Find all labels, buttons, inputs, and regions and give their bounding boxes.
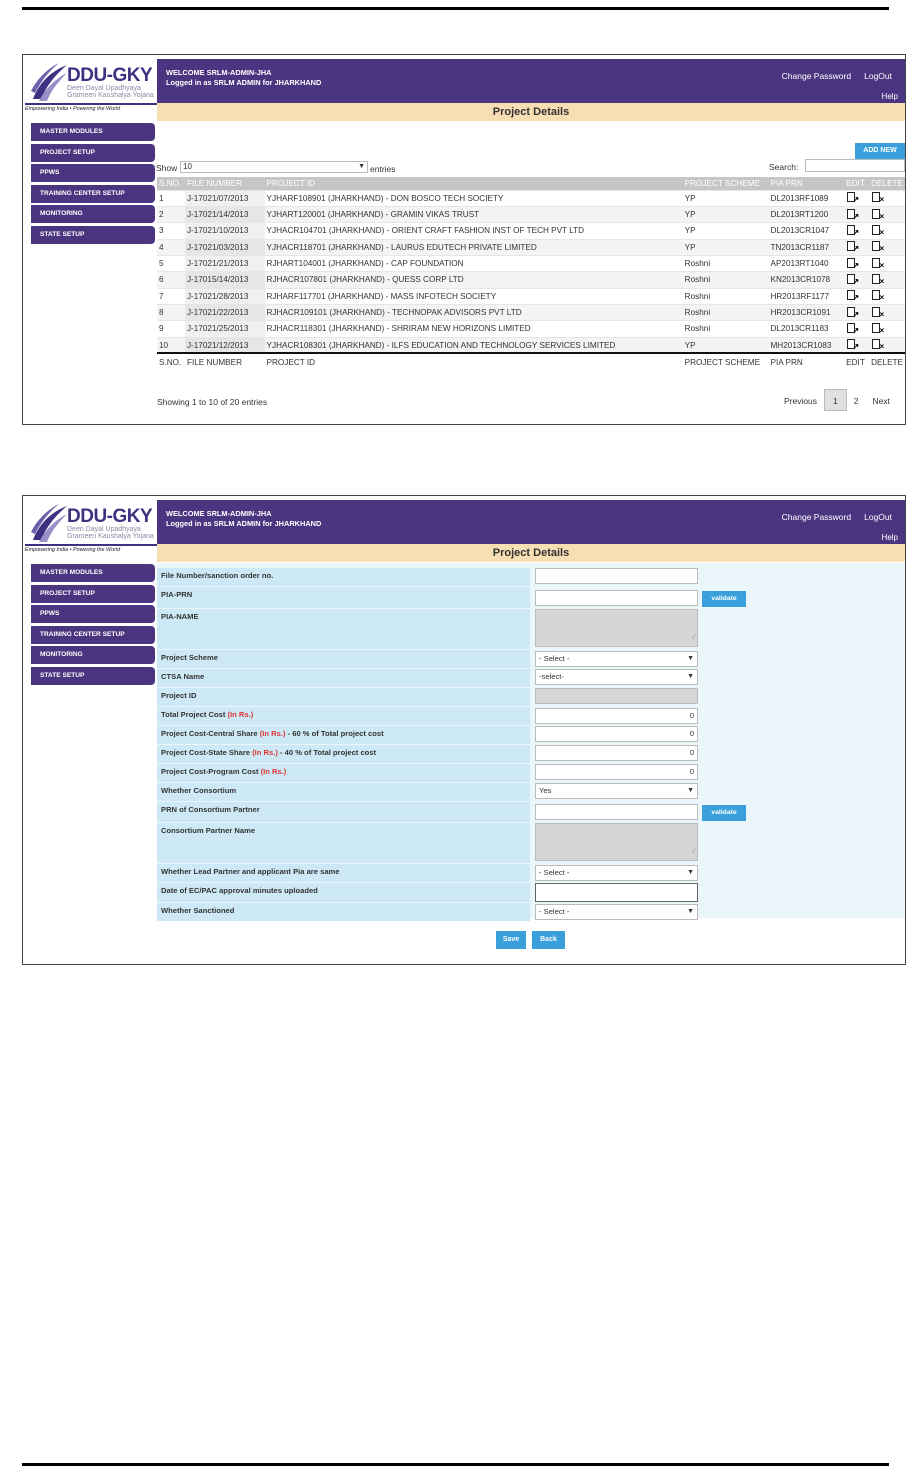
cell-edit <box>844 255 869 271</box>
top-header <box>157 500 905 544</box>
cell-delete <box>869 337 905 353</box>
consortium-label: Whether Consortium <box>157 783 530 801</box>
page-title: Project Details <box>157 103 905 121</box>
cell-project-id: YJHART120001 (JHARKHAND) - GRAMIN VIKAS TRUST <box>265 206 683 222</box>
cell-sno: 9 <box>157 321 185 337</box>
delete-icon[interactable]: × <box>871 258 882 268</box>
edit-icon[interactable]: ↗ <box>846 339 857 349</box>
cell-project-id: YJHARF108901 (JHARKHAND) - DON BOSCO TECH SOCIETY <box>265 190 683 206</box>
edit-icon[interactable]: ↗ <box>846 323 857 333</box>
cell-file-number: J-17021/03/2013 <box>185 239 265 255</box>
logo-line-1: Deen Dayal Upadhyaya <box>67 85 141 92</box>
col-delete[interactable]: DELETE <box>869 177 905 190</box>
change-password-link[interactable]: Change Password <box>781 512 852 522</box>
col-pia-prn[interactable] <box>768 177 844 190</box>
cell-file-number: J-17021/07/2013 <box>185 190 265 206</box>
cell-project-scheme: YP <box>683 206 769 222</box>
welcome-text <box>166 68 321 88</box>
top-header <box>157 59 905 103</box>
cell-delete <box>869 272 905 288</box>
cell-file-number: J-17021/10/2013 <box>185 223 265 239</box>
pia-prn-validate-button[interactable]: validate <box>702 591 746 607</box>
total-cost-label <box>157 707 530 725</box>
cell-project-scheme: YP <box>683 223 769 239</box>
save-button[interactable]: Save <box>496 931 526 949</box>
sidebar-item-training-center-setup[interactable]: TRAINING CENTER SETUP <box>31 185 155 203</box>
cell-pia-prn: HR2013CR1091 <box>768 304 844 320</box>
pia-name-label: PIA-NAME <box>157 609 530 649</box>
sanctioned-select[interactable] <box>535 904 698 920</box>
program-cost-label <box>157 764 530 782</box>
cell-delete <box>869 288 905 304</box>
cell-project-scheme: YP <box>683 239 769 255</box>
cell-pia-prn: AP2013RT1040 <box>768 255 844 271</box>
state-share-suffix: - 40 % of Total project cost <box>277 748 377 757</box>
cell-sno: 4 <box>157 239 185 255</box>
cell-project-id: RJHACR109101 (JHARKHAND) - TECHNOPAK ADVISORS PVT LTD <box>265 304 683 320</box>
foot-sno: S.NO. <box>157 353 185 370</box>
cell-pia-prn: MH2013CR1083 <box>768 337 844 353</box>
delete-icon[interactable]: × <box>871 339 882 349</box>
sanctioned-label: Whether Sanctioned <box>157 903 530 921</box>
sidebar-nav <box>31 123 155 247</box>
cell-project-scheme: YP <box>683 190 769 206</box>
delete-icon[interactable]: × <box>871 323 882 333</box>
foot-project-scheme: PROJECT SCHEME <box>683 353 769 370</box>
bottom-rule <box>22 1463 889 1466</box>
cell-sno: 3 <box>157 223 185 239</box>
cell-project-id: YJHACR104701 (JHARKHAND) - ORIENT CRAFT FASHION INST OF TECH PVT LTD <box>265 223 683 239</box>
pagination <box>777 389 897 411</box>
welcome-text <box>166 509 321 529</box>
table-body <box>157 190 905 353</box>
welcome-user: WELCOME SRLM-ADMIN-JHA <box>166 68 272 77</box>
sidebar-item-monitoring[interactable]: MONITORING <box>31 646 155 664</box>
pia-prn-field[interactable] <box>535 590 698 606</box>
partner-name-label: Consortium Partner Name <box>157 823 530 863</box>
header-links <box>782 512 905 522</box>
ec-pac-label: Date of EC/PAC approval minutes uploaded <box>157 883 530 902</box>
delete-icon[interactable]: × <box>871 290 882 300</box>
cell-delete <box>869 321 905 337</box>
logo-tagline: Empowering India • Powering the World <box>25 544 157 553</box>
cell-sno: 6 <box>157 272 185 288</box>
cell-file-number: J-17021/12/2013 <box>185 337 265 353</box>
cell-edit <box>844 321 869 337</box>
chevron-down-icon: ▼ <box>687 673 694 680</box>
search-input[interactable] <box>805 159 905 172</box>
cell-edit <box>844 337 869 353</box>
sidebar-item-monitoring[interactable]: MONITORING <box>31 205 155 223</box>
total-cost-text: Total Project Cost <box>161 710 228 719</box>
table-row <box>157 206 905 222</box>
entries-info: Showing 1 to 10 of 20 entries <box>157 397 268 407</box>
cell-sno: 5 <box>157 255 185 271</box>
cell-delete <box>869 304 905 320</box>
foot-delete: DELETE <box>869 353 905 370</box>
table-row <box>157 190 905 206</box>
sidebar-item-project-setup[interactable]: PROJECT SETUP <box>31 585 155 603</box>
lead-partner-label: Whether Lead Partner and applicant Pia are same <box>157 864 530 882</box>
pagination-previous[interactable]: Previous <box>783 396 818 406</box>
delete-icon[interactable]: × <box>871 192 882 202</box>
sanctioned-value: - Select - <box>539 907 570 916</box>
cell-project-scheme: Roshni <box>683 321 769 337</box>
project-id-field <box>535 688 698 704</box>
page-size-select[interactable] <box>180 161 368 173</box>
resize-grip-icon: ⁄⁄ <box>692 849 695 855</box>
cell-pia-prn: HR2013RF1177 <box>768 288 844 304</box>
page-title: Project Details <box>157 544 905 562</box>
cell-project-scheme: Roshni <box>683 288 769 304</box>
ctsa-name-label: CTSA Name <box>157 669 530 687</box>
col-pia-prn-label: PIA PRN <box>770 178 803 188</box>
chevron-down-icon: ▼ <box>687 908 694 915</box>
show-label: Show <box>156 163 178 173</box>
cell-sno: 7 <box>157 288 185 304</box>
central-share-suffix: - 60 % of Total project cost <box>285 729 384 738</box>
prn-partner-field[interactable] <box>535 804 698 820</box>
cell-delete <box>869 255 905 271</box>
logo-swoosh-icon <box>29 61 69 103</box>
partner-name-textarea <box>535 823 698 861</box>
central-share-unit: (In Rs.) <box>259 729 286 738</box>
ctsa-name-value: -select- <box>539 672 564 681</box>
consortium-select[interactable] <box>535 783 698 799</box>
logo-line-2: Grameen Kaushalya Yojana <box>67 92 154 99</box>
edit-icon[interactable]: ↗ <box>846 307 857 317</box>
delete-icon[interactable]: × <box>871 225 882 235</box>
cell-project-scheme: Roshni <box>683 272 769 288</box>
project-scheme-label: Project Scheme <box>157 650 530 668</box>
cell-edit <box>844 288 869 304</box>
col-edit[interactable]: EDIT <box>844 177 869 190</box>
cell-project-scheme: Roshni <box>683 304 769 320</box>
project-scheme-value: - Select - <box>539 654 570 663</box>
edit-icon[interactable]: ↗ <box>846 258 857 268</box>
logo-line-1: Deen Dayal Upadhyaya <box>67 526 141 533</box>
foot-pia-prn: PIA PRN <box>768 353 844 370</box>
central-share-text: Project Cost-Central Share <box>161 729 260 738</box>
cell-file-number: J-17015/14/2013 <box>185 272 265 288</box>
cell-delete <box>869 239 905 255</box>
change-password-link[interactable]: Change Password <box>781 71 852 81</box>
cell-delete <box>869 223 905 239</box>
table-row <box>157 272 905 288</box>
table-row <box>157 288 905 304</box>
chevron-down-icon: ▼ <box>687 869 694 876</box>
cell-sno: 1 <box>157 190 185 206</box>
table-footer-row <box>157 353 905 370</box>
add-new-button[interactable]: ADD NEW <box>855 143 905 159</box>
top-rule <box>22 7 889 10</box>
edit-icon[interactable]: ↗ <box>846 192 857 202</box>
program-cost-unit: (In Rs.) <box>260 767 287 776</box>
header-links <box>782 71 905 81</box>
logo-brand: DDU-GKY <box>67 506 153 527</box>
total-cost-field[interactable]: 0 <box>535 708 698 724</box>
col-project-id-label: PROJECT ID <box>266 178 316 188</box>
central-share-field[interactable]: 0 <box>535 726 698 742</box>
file-number-label: File Number/sanction order no. <box>157 568 530 586</box>
pagination-page-2[interactable]: 2 <box>853 396 859 406</box>
chevron-down-icon: ▼ <box>358 163 365 170</box>
edit-icon[interactable]: ↗ <box>846 225 857 235</box>
ddu-gky-logo <box>23 55 157 117</box>
state-share-unit: (In Rs.) <box>252 748 278 757</box>
program-cost-field[interactable]: 0 <box>535 764 698 780</box>
table-row <box>157 337 905 353</box>
edit-icon[interactable]: ↗ <box>846 241 857 251</box>
table-row <box>157 321 905 337</box>
cell-file-number: J-17021/21/2013 <box>185 255 265 271</box>
logout-link[interactable]: LogOut <box>864 512 892 522</box>
sidebar-item-project-setup[interactable]: PROJECT SETUP <box>31 144 155 162</box>
sidebar-item-training-center-setup[interactable]: TRAINING CENTER SETUP <box>31 626 155 644</box>
ctsa-name-select[interactable] <box>535 669 698 685</box>
cell-pia-prn: DL2013RT1200 <box>768 206 844 222</box>
cell-file-number: J-17021/22/2013 <box>185 304 265 320</box>
state-share-label <box>157 745 530 763</box>
pia-prn-label: PIA-PRN <box>157 587 530 608</box>
page-size-value: 10 <box>183 162 192 171</box>
col-project-scheme-label: PROJECT SCHEME <box>684 178 761 188</box>
foot-edit: EDIT <box>844 353 869 370</box>
cell-file-number: J-17021/28/2013 <box>185 288 265 304</box>
welcome-user: WELCOME SRLM-ADMIN-JHA <box>166 509 272 518</box>
cell-file-number: J-17021/14/2013 <box>185 206 265 222</box>
cell-edit <box>844 190 869 206</box>
program-cost-text: Project Cost-Program Cost <box>161 767 261 776</box>
col-project-id[interactable] <box>265 177 683 190</box>
delete-icon[interactable]: × <box>871 209 882 219</box>
sidebar-item-ppws[interactable]: PPWS <box>31 605 155 623</box>
consortium-value: Yes <box>539 786 552 795</box>
cell-project-id: RJHARF117701 (JHARKHAND) - MASS INFOTECH SOCIETY <box>265 288 683 304</box>
cell-file-number: J-17021/25/2013 <box>185 321 265 337</box>
cell-edit <box>844 239 869 255</box>
cell-edit <box>844 206 869 222</box>
table-header-row <box>157 177 905 190</box>
edit-icon[interactable]: ↗ <box>846 274 857 284</box>
cell-edit <box>844 272 869 288</box>
cell-pia-prn: TN2013CR1187 <box>768 239 844 255</box>
col-file-number-label: FILE NUMBER <box>186 178 242 188</box>
project-id-label: Project ID <box>157 688 530 706</box>
help-link[interactable]: Help <box>881 533 898 542</box>
projects-table <box>157 177 905 370</box>
logged-in-as: Logged in as SRLM ADMIN for JHARKHAND <box>166 78 322 87</box>
central-share-label <box>157 726 530 744</box>
chevron-down-icon: ▼ <box>687 787 694 794</box>
state-share-field[interactable]: 0 <box>535 745 698 761</box>
cell-sno: 10 <box>157 337 185 353</box>
ddu-gky-logo <box>23 496 157 558</box>
prn-partner-label: PRN of Consortium Partner <box>157 802 530 822</box>
cell-project-id: YJHACR118701 (JHARKHAND) - LAURUS EDUTECH PRIVATE LIMITED <box>265 239 683 255</box>
table-row <box>157 223 905 239</box>
table-row <box>157 255 905 271</box>
delete-icon[interactable]: × <box>871 274 882 284</box>
resize-grip-icon: ⁄⁄ <box>692 635 695 641</box>
pia-name-textarea <box>535 609 698 647</box>
pagination-page-1[interactable]: 1 <box>824 389 847 411</box>
state-share-text: Project Cost-State Share <box>161 748 253 757</box>
cell-delete <box>869 190 905 206</box>
edit-icon[interactable]: ↗ <box>846 290 857 300</box>
cell-project-id: RJHACR118301 (JHARKHAND) - SHRIRAM NEW HORIZONS LIMITED <box>265 321 683 337</box>
cell-project-scheme: YP <box>683 337 769 353</box>
project-form-screenshot <box>22 495 906 965</box>
cell-edit <box>844 304 869 320</box>
cell-pia-prn: KN2013CR1078 <box>768 272 844 288</box>
project-list-screenshot <box>22 54 906 425</box>
logo-brand: DDU-GKY <box>67 65 153 86</box>
cell-edit <box>844 223 869 239</box>
col-sno[interactable]: S.NO. <box>157 177 185 190</box>
cell-pia-prn: DL2013RF1089 <box>768 190 844 206</box>
col-project-scheme[interactable] <box>683 177 769 190</box>
delete-icon[interactable]: × <box>871 241 882 251</box>
cell-delete <box>869 206 905 222</box>
cell-project-scheme: Roshni <box>683 255 769 271</box>
logo-tagline: Empowering India • Powering the World <box>25 103 157 112</box>
file-number-field[interactable] <box>535 568 698 584</box>
sidebar-item-master-modules[interactable]: MASTER MODULES <box>31 123 155 141</box>
col-file-number[interactable] <box>185 177 265 190</box>
logo-line-2: Grameen Kaushalya Yojana <box>67 533 154 540</box>
back-button[interactable]: Back <box>532 931 565 949</box>
search-label: Search: <box>769 162 799 172</box>
cell-sno: 8 <box>157 304 185 320</box>
cell-pia-prn: DL2013CR1047 <box>768 223 844 239</box>
lead-partner-value: - Select - <box>539 868 570 877</box>
table-row <box>157 239 905 255</box>
logout-link[interactable]: LogOut <box>864 71 892 81</box>
cell-sno: 2 <box>157 206 185 222</box>
cell-pia-prn: DL2013CR1183 <box>768 321 844 337</box>
delete-icon[interactable]: × <box>871 307 882 317</box>
logged-in-as: Logged in as SRLM ADMIN for JHARKHAND <box>166 519 322 528</box>
ec-pac-upload-field[interactable] <box>535 883 698 902</box>
help-link[interactable]: Help <box>881 92 898 101</box>
chevron-down-icon: ▼ <box>687 655 694 662</box>
table-row <box>157 304 905 320</box>
lead-partner-select[interactable] <box>535 865 698 881</box>
pagination-next[interactable]: Next <box>872 396 890 406</box>
foot-file-number: FILE NUMBER <box>185 353 265 370</box>
logo-swoosh-icon <box>29 502 69 544</box>
cell-project-id: YJHACR108301 (JHARKHAND) - ILFS EDUCATION AND TECHNOLOGY SERVICES LIMITED <box>265 337 683 353</box>
foot-project-id: PROJECT ID <box>265 353 683 370</box>
total-cost-unit: (In Rs.) <box>227 710 254 719</box>
partner-validate-button[interactable]: validate <box>702 805 746 821</box>
sidebar-item-state-setup[interactable]: STATE SETUP <box>31 667 155 685</box>
sidebar-item-ppws[interactable]: PPWS <box>31 164 155 182</box>
entries-label: entries <box>370 164 396 174</box>
sidebar-nav <box>31 564 155 688</box>
cell-project-id: RJHART104001 (JHARKHAND) - CAP FOUNDATION <box>265 255 683 271</box>
cell-project-id: RJHACR107801 (JHARKHAND) - QUESS CORP LTD <box>265 272 683 288</box>
project-scheme-select[interactable] <box>535 651 698 667</box>
edit-icon[interactable]: ↗ <box>846 209 857 219</box>
sidebar-item-master-modules[interactable]: MASTER MODULES <box>31 564 155 582</box>
sidebar-item-state-setup[interactable]: STATE SETUP <box>31 226 155 244</box>
